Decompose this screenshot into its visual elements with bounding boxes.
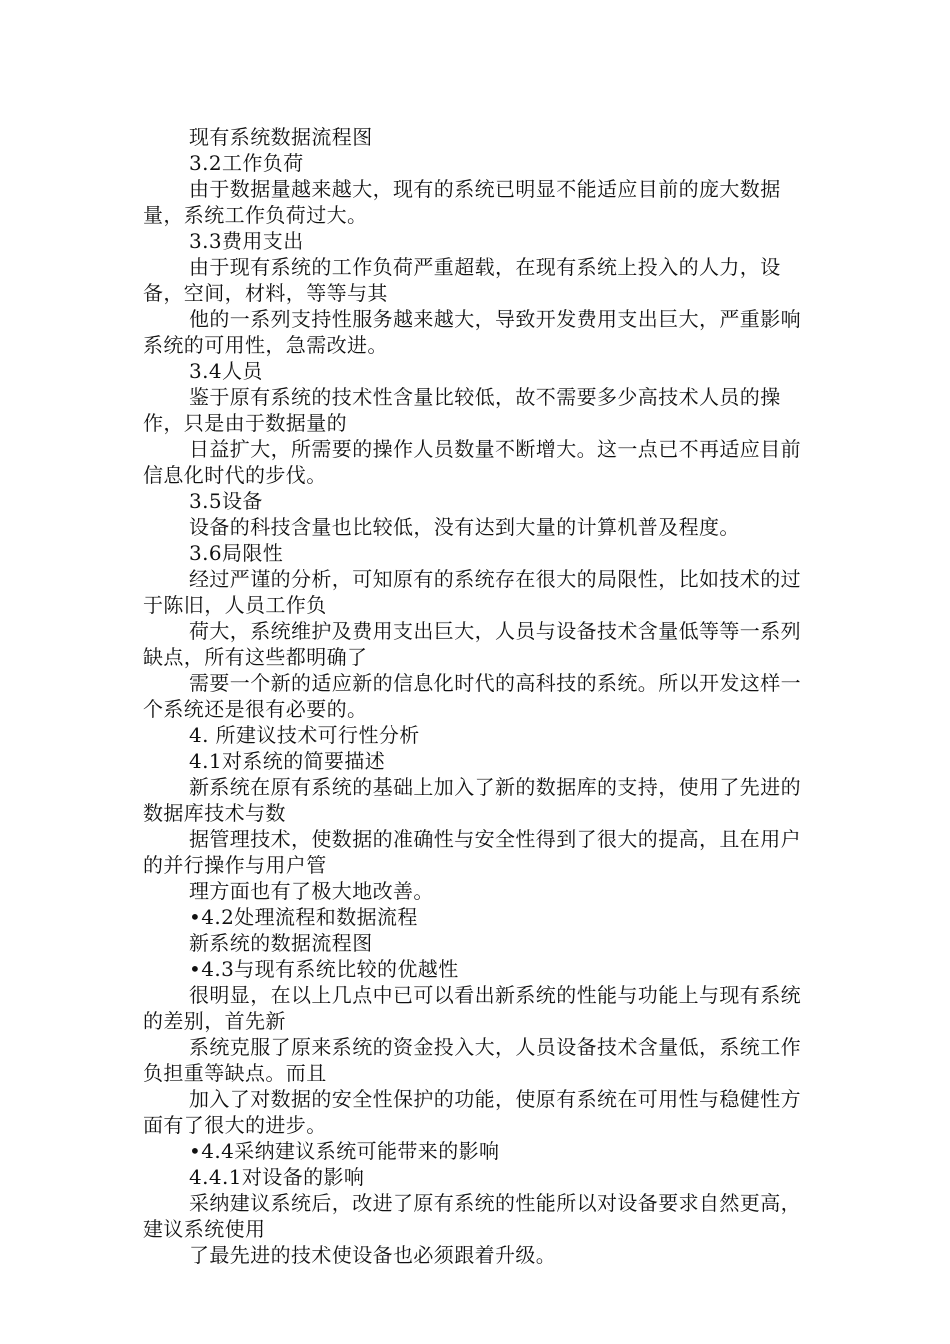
section-heading-4-4-1: 4.4.1对设备的影响 — [189, 1165, 365, 1189]
paragraph-9: 日益扩大，所需要的操作人员数量不断增大。这一点已不再适应目前信息化时代的步伐。 — [143, 437, 801, 487]
paragraph-13: 经过严谨的分析，可知原有的系统存在很大的局限性，比如技术的过于陈旧，人员工作负 — [143, 567, 801, 617]
paragraph-24: 很明显，在以上几点中已可以看出新系统的性能与功能上与现有系统的差别，首先新 — [143, 983, 801, 1033]
section-heading-3-2: 3.2工作负荷 — [189, 151, 304, 175]
paragraph-19: 据管理技术，使数据的准确性与安全性得到了很大的提高，且在用户的并行操作与用户管 — [143, 827, 801, 877]
paragraph-6: 他的一系列支持性服务越来越大，导致开发费用支出巨大，严重影响系统的可用性，急需改进。 — [143, 307, 801, 357]
section-heading-3-3: 3.3费用支出 — [189, 229, 304, 253]
section-heading-4-4: •4.4采纳建议系统可能带来的影响 — [189, 1139, 500, 1163]
paragraph-3: 由于数据量越来越大，现有的系统已明显不能适应目前的庞大数据量，系统工作负荷过大。 — [143, 177, 781, 227]
paragraph-29: 采纳建议系统后，改进了原有系统的性能所以对设备要求自然更高，建议系统使用 — [143, 1191, 801, 1241]
paragraph-8: 鉴于原有系统的技术性含量比较低，故不需要多少高技术人员的操作，只是由于数据量的 — [143, 385, 781, 435]
section-heading-4: 4. 所建议技术可行性分析 — [189, 723, 420, 747]
section-heading-3-4: 3.4人员 — [189, 359, 263, 383]
paragraph-15: 需要一个新的适应新的信息化时代的高科技的系统。所以开发这样一个系统还是很有必要的。 — [143, 671, 801, 721]
paragraph-26: 加入了对数据的安全性保护的功能，使原有系统在可用性与稳健性方面有了很大的进步。 — [143, 1087, 801, 1137]
paragraph-18: 新系统在原有系统的基础上加入了新的数据库的支持，使用了先进的数据库技术与数 — [143, 775, 801, 825]
paragraph-5: 由于现有系统的工作负荷严重超载，在现有系统上投入的人力，设备，空间，材料，等等与其 — [143, 255, 781, 305]
section-heading-4-1: 4.1对系统的简要描述 — [189, 749, 386, 773]
paragraph-1: 现有系统数据流程图 — [189, 125, 373, 149]
paragraph-20: 理方面也有了极大地改善。 — [189, 879, 434, 903]
paragraph-14: 荷大，系统维护及费用支出巨大，人员与设备技术含量低等等一系列缺点，所有这些都明确了 — [143, 619, 801, 669]
paragraph-22: 新系统的数据流程图 — [189, 931, 373, 955]
document-body — [143, 124, 808, 1268]
paragraph-11: 设备的科技含量也比较低，没有达到大量的计算机普及程度。 — [189, 515, 740, 539]
section-heading-4-2: •4.2处理流程和数据流程 — [189, 905, 418, 929]
paragraph-30: 了最先进的技术使设备也必须跟着升级。 — [189, 1243, 557, 1267]
section-heading-3-6: 3.6局限性 — [189, 541, 284, 565]
section-heading-3-5: 3.5设备 — [189, 489, 263, 513]
section-heading-4-3: •4.3与现有系统比较的优越性 — [189, 957, 459, 981]
paragraph-25: 系统克服了原来系统的资金投入大，人员设备技术含量低，系统工作负担重等缺点。而且 — [143, 1035, 801, 1085]
